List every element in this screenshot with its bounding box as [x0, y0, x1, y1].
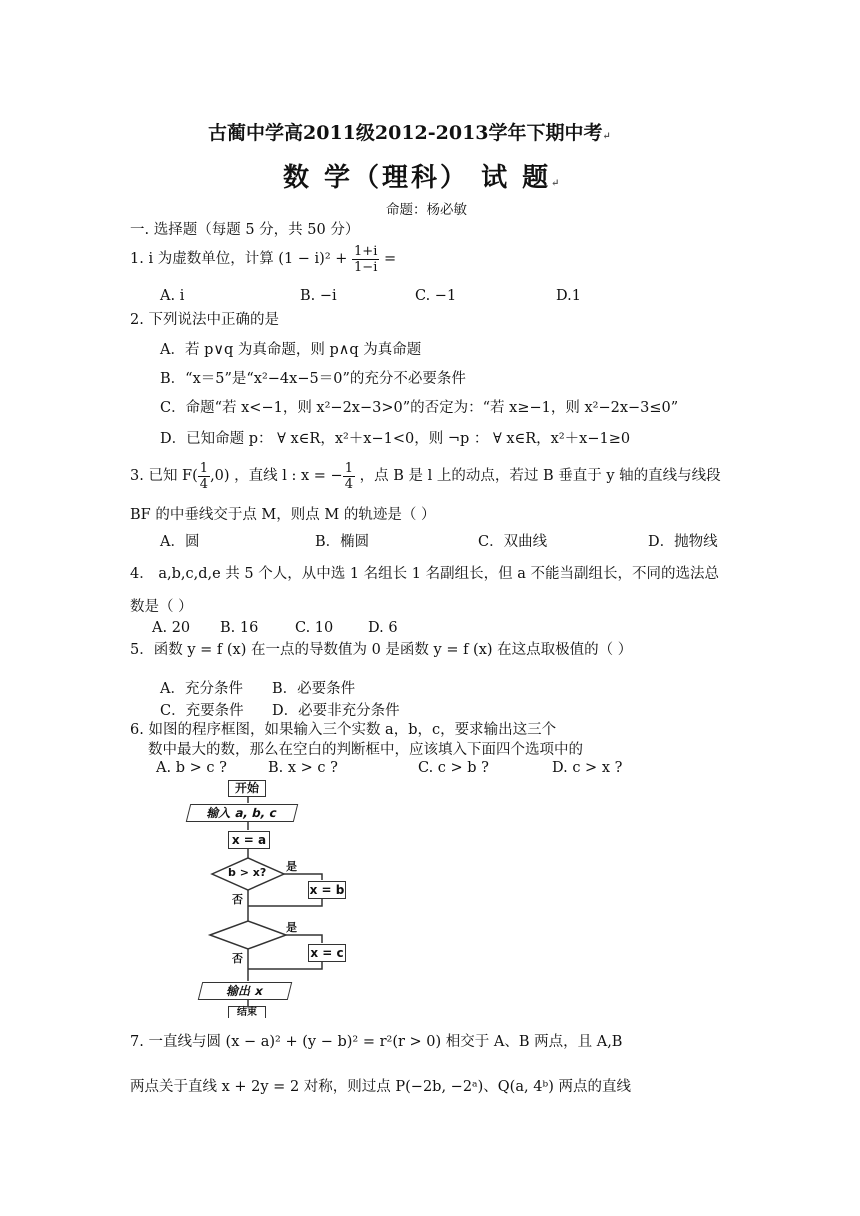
q3-option-b: B．椭圆 — [315, 534, 370, 550]
question-2-stem: 2. 下列说法中正确的是 — [130, 312, 279, 328]
q4-option-a: A. 20 — [152, 620, 191, 636]
q1-fraction: $\frac{1+i}{1-i}$ — [354, 243, 378, 275]
flowchart-yes-label-2: 是 — [286, 921, 297, 934]
q1-option-c: C. −1 — [415, 288, 457, 304]
q4-option-b: B. 16 — [220, 620, 259, 636]
flowchart-decision-1: b > x? — [228, 866, 267, 879]
question-6-line2: 数中最大的数，那么在空白的判断框中，应该填入下面四个选项中的 — [148, 742, 583, 758]
flowchart-output: 输出 x — [198, 982, 292, 1000]
exam-author: 命题：杨必敏 — [386, 202, 467, 218]
q5-option-c: C．充要条件 — [160, 703, 244, 719]
q5-option-a: A．充分条件 — [160, 681, 243, 697]
flowchart-assign-a: x = a — [228, 831, 270, 849]
question-3-line1: 3. 已知 F( $\frac{1}{4}$ ,0) ，直线 l : x = − $\frac{1}{4}$ ，点 B 是 l 上的动点，若过 B 垂直于 y 轴的直线与线段 — [130, 460, 721, 492]
question-7-line2: 两点关于直线 x + 2y = 2 对称，则过点 P(−2b, −2ᵃ)、Q(a, 4ᵇ) 两点的直线 — [130, 1079, 631, 1095]
q6-option-b: B. x > c ? — [268, 760, 338, 776]
flowchart-no-label-2: 否 — [232, 952, 243, 965]
q1-option-b: B. −i — [300, 288, 337, 304]
flowchart-assign-b: x = b — [309, 883, 345, 897]
q6-option-a: A. b > c ? — [156, 760, 227, 776]
flowchart-end: 结束 — [228, 1006, 266, 1018]
q6-option-c: C. c > b ? — [418, 760, 489, 776]
flowchart-input: 输入 a, b, c — [186, 804, 298, 822]
flowchart — [170, 776, 370, 1018]
flowchart-assign-c: x = c — [308, 944, 346, 962]
question-3-line2: BF 的中垂线交于点 M，则点 M 的轨迹是（ ） — [130, 507, 436, 523]
q5-option-b: B．必要条件 — [272, 681, 356, 697]
question-4-line2: 数是（ ） — [130, 599, 193, 615]
q1-option-d: D.1 — [556, 288, 581, 304]
q2-option-c: C．命题“若 x<−1，则 x²−2x−3>0”的否定为：“若 x≥−1，则 x²−2x−3≤0” — [160, 400, 679, 416]
flowchart-start: 开始 — [228, 780, 266, 797]
q4-option-d: D. 6 — [368, 620, 398, 636]
q5-option-d: D．必要非充分条件 — [272, 703, 400, 719]
q3-option-d: D．抛物线 — [648, 534, 718, 550]
q1-option-a: A. i — [160, 288, 185, 304]
q3-option-a: A．圆 — [160, 534, 200, 550]
q2-option-d: D．已知命题 p： ∀ x∈R，x²＋x−1<0，则 ¬p ： ∀ x∈R，x²＋x−1≥0 — [160, 431, 631, 447]
exam-title: 古蔺中学高2011级2012-2013学年下期中考↵ — [208, 122, 611, 144]
q6-option-d: D. c > x ? — [552, 760, 623, 776]
question-5-stem: 5．函数 y = f (x) 在一点的导数值为 0 是函数 y = f (x) 在这点取极值的（ ） — [130, 642, 633, 658]
section-heading: 一. 选择题（每题 5 分，共 50 分） — [130, 222, 360, 238]
q3-option-c: C．双曲线 — [478, 534, 548, 550]
question-1-stem: 1. i 为虚数单位，计算 (1 − i)² + $\frac{1+i}{1-i}$ = — [130, 243, 397, 275]
exam-subject-title: 数 学（理科） 试 题↵ — [283, 163, 563, 193]
q4-option-c: C. 10 — [295, 620, 334, 636]
flowchart-no-label-1: 否 — [232, 893, 243, 906]
question-7-line1: 7. 一直线与圆 (x − a)² + (y − b)² = r²(r > 0) 相交于 A、B 两点，且 A,B — [130, 1034, 623, 1050]
q2-option-a: A．若 p∨q 为真命题，则 p∧q 为真命题 — [160, 342, 422, 358]
q3-fraction-2: $\frac{1}{4}$ — [344, 460, 353, 492]
q2-option-b: B．“x＝5”是“x²−4x−5＝0”的充分不必要条件 — [160, 371, 466, 387]
question-6-line1: 6. 如图的程序框图，如果输入三个实数 a，b，c，要求输出这三个 — [130, 722, 557, 738]
question-4-line1: 4． a,b,c,d,e 共 5 个人，从中选 1 名组长 1 名副组长，但 a 不能当副组长，不同的选法总 — [130, 566, 719, 582]
q3-fraction-1: $\frac{1}{4}$ — [199, 460, 209, 492]
flowchart-yes-label-1: 是 — [286, 860, 297, 873]
